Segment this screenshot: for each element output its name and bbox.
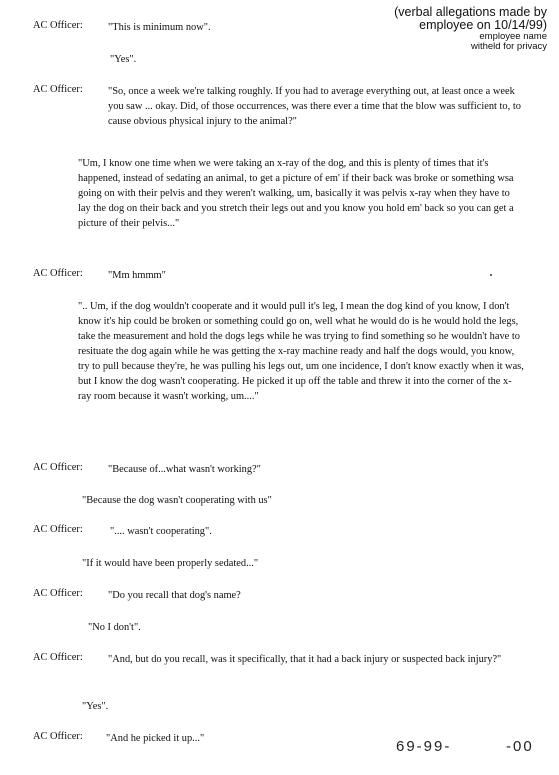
officer-line-3: "So, once a week we're talking roughly. If you had to average everything out, at least once a week you saw ... okay. Did, of those occurrences, was there ever a time that the blow was sufficient to, to cause obvious physical injury to the animal?": [108, 86, 521, 128]
officer-line-9: ".... wasn't cooperating".: [110, 526, 212, 537]
speck-mark: [490, 274, 492, 276]
document-number-left: 69-99-: [396, 738, 452, 755]
document-number-right: -00: [506, 738, 534, 755]
employee-line-10: "If it would have been properly sedated...": [82, 558, 259, 569]
employee-line-8: "Because the dog wasn't cooperating with us": [82, 495, 272, 506]
speaker-label: AC Officer:: [33, 652, 83, 663]
speaker-label: AC Officer:: [33, 524, 83, 535]
officer-line-5: "Mm hmmm": [108, 270, 166, 281]
note-line-4: witheld for privacy: [470, 41, 547, 53]
privacy-note: [347, 6, 547, 52]
employee-line-6: ".. Um, if the dog wouldn't cooperate and it would pull it's leg, I mean the dog kind of you know, I don't know it's hip could be broken or something could go on, well what he would do is he would hold the legs, take the measurement and hold the dogs legs while he was trying to find something so he wouldn't have to resituate the dog again while he was getting the x-ray machine ready and half the dogs would, you know, try to pull because they're, he was pulling his legs out, um one incidence, I don't know exactly when it was, but I know the dog wasn't cooperating. He picked it up off the table and threw it into the corner of the x-ray room because it wasn't working, um....": [78, 301, 524, 403]
speaker-label: AC Officer:: [33, 84, 83, 95]
note-line-2: employee on 10/14/99): [419, 18, 547, 33]
officer-line-15: "And he picked it up...": [106, 733, 205, 744]
employee-line-12: "No I don't".: [88, 622, 141, 633]
employee-line-14: "Yes".: [82, 701, 109, 712]
officer-line-7: "Because of...what wasn't working?": [108, 464, 261, 475]
note-line-3: employee name: [479, 31, 547, 43]
employee-line-4: "Um, I know one time when we were taking an x-ray of the dog, and this is plenty of times that it's happened, instead of sedating an animal, to get a picture of em' if their back was broke or something wsa going on with their pelvis and they weren't walking, um, basically it was pelvis x-ray when they have to lay the dog on their back and you stretch their legs out and you know you hold em' back so you can get a picture of their pelvis...": [78, 158, 514, 230]
speaker-label: AC Officer:: [33, 268, 83, 279]
officer-line-1: "This is minimum now".: [108, 22, 211, 33]
speaker-label: AC Officer:: [33, 462, 83, 473]
note-line-1: (verbal allegations made by: [394, 5, 547, 19]
officer-line-13: "And, but do you recall, was it specifically, that it had a back injury or suspected back injury?": [108, 654, 502, 665]
speaker-label: AC Officer:: [33, 20, 83, 31]
speaker-label: AC Officer:: [33, 731, 83, 742]
speaker-label: AC Officer:: [33, 588, 83, 599]
employee-line-2: "Yes".: [110, 54, 137, 65]
officer-line-11: "Do you recall that dog's name?: [108, 590, 241, 601]
